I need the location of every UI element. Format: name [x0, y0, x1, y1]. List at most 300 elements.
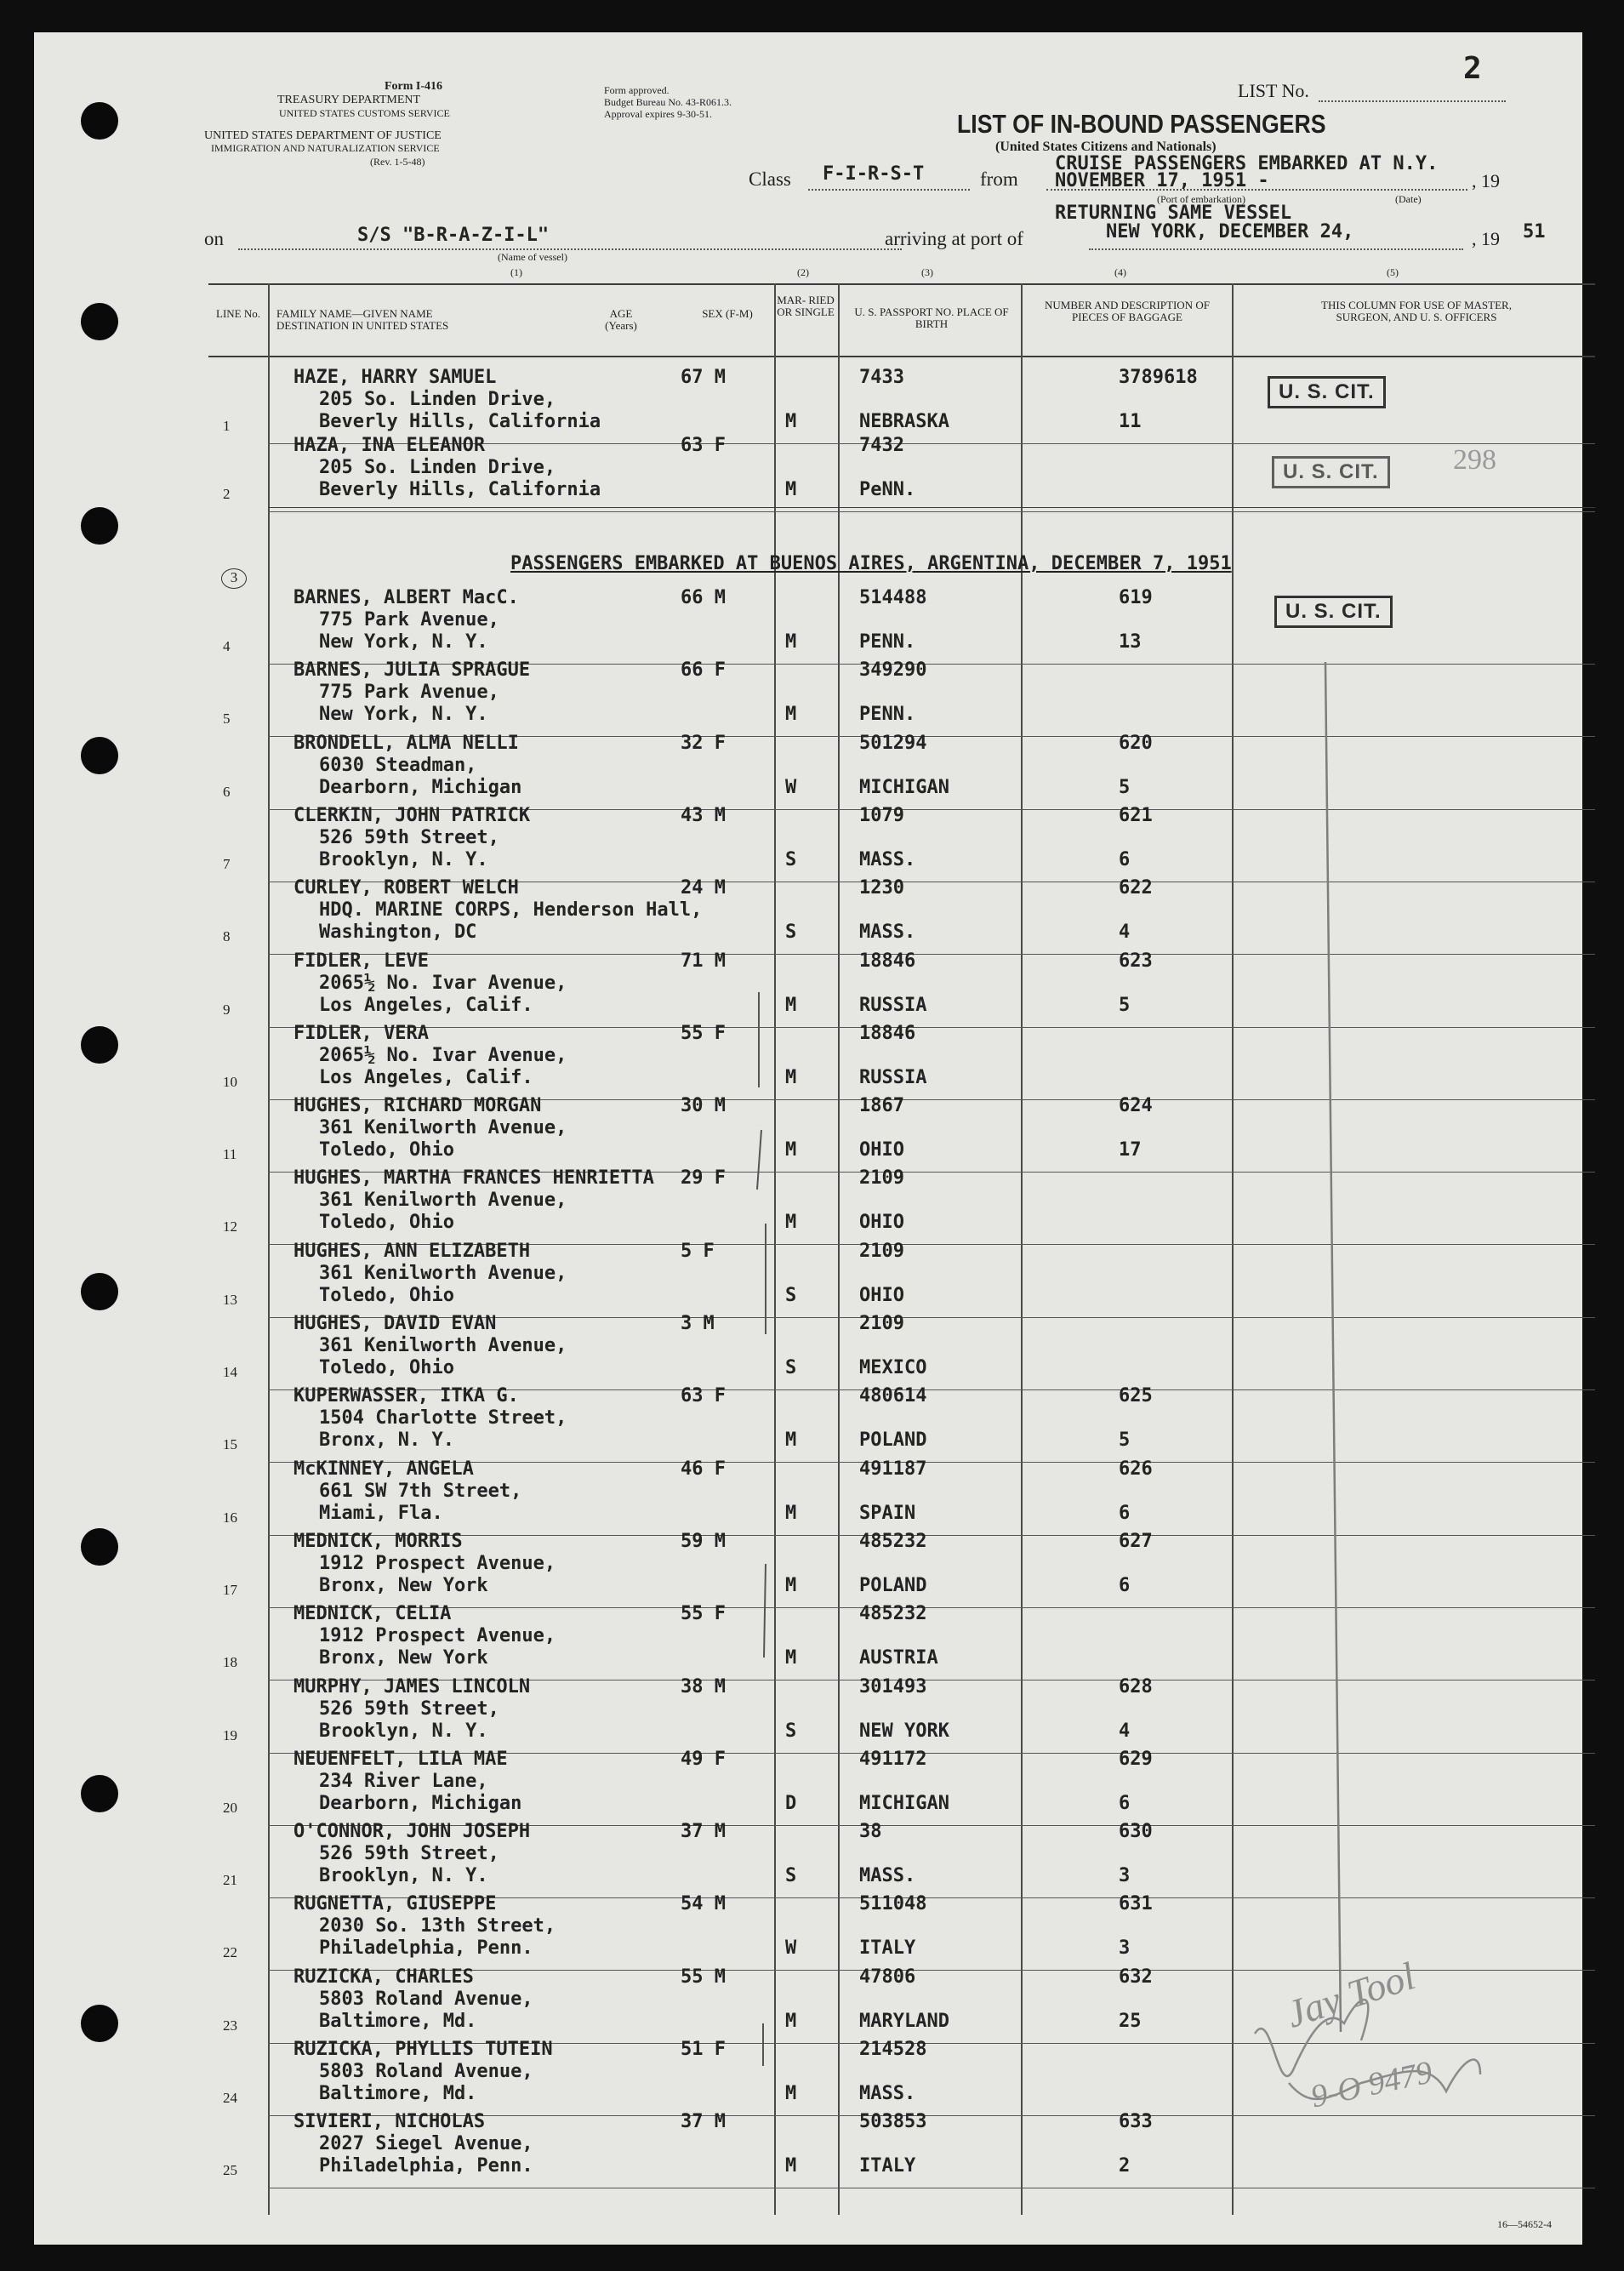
marital-status: M	[785, 1212, 797, 1234]
age-sex: 59 M	[681, 1530, 726, 1552]
address-line-1: 1912 Prospect Avenue,	[319, 1552, 556, 1574]
age-sex: 71 M	[681, 950, 726, 972]
baggage-pieces: 2	[1119, 2155, 1131, 2177]
us-citizen-stamp: U. S. CIT.	[1274, 596, 1393, 628]
address-line-2: Los Angeles, Calif.	[319, 1066, 533, 1088]
address-line-1: 2065½ No. Ivar Avenue,	[319, 1044, 567, 1066]
line-number: 11	[223, 1146, 237, 1163]
baggage-number: 631	[1119, 1893, 1153, 1915]
column-number: (2)	[797, 266, 809, 278]
header-line-no: LINE No.	[216, 307, 260, 320]
address-line-2: Dearborn, Michigan	[319, 1792, 522, 1814]
place-of-birth: MASS.	[859, 2083, 916, 2104]
line-number: 4	[223, 638, 231, 654]
address-line-1: 775 Park Avenue,	[319, 682, 499, 704]
place-of-birth: RUSSIA	[859, 1066, 927, 1088]
passenger-name: HUGHES, MARTHA FRANCES HENRIETTA	[293, 1167, 654, 1190]
line-number: 10	[223, 1073, 237, 1090]
passport-number: 1867	[859, 1095, 904, 1117]
line-number: 22	[223, 1944, 237, 1961]
class-label: Class	[749, 168, 791, 190]
address-line-2: Beverly Hills, California	[319, 479, 601, 500]
age-sex: 37 M	[681, 1821, 726, 1843]
place-of-birth: AUSTRIA	[859, 1647, 938, 1669]
age-sex: 30 M	[681, 1095, 726, 1117]
passenger-name: MEDNICK, MORRIS	[293, 1530, 463, 1552]
passenger-name: FIDLER, VERA	[293, 1022, 429, 1044]
us-citizen-stamp: U. S. CIT.	[1272, 456, 1390, 488]
address-line-1: 205 So. Linden Drive,	[319, 389, 556, 410]
passenger-row	[34, 1603, 1582, 1675]
line-number: 23	[223, 2017, 237, 2034]
age-sex: 66 F	[681, 659, 726, 682]
passenger-row	[34, 1749, 1582, 1821]
passenger-row	[34, 1531, 1582, 1603]
passport-number: 514488	[859, 587, 927, 608]
age-sex: 54 M	[681, 1893, 726, 1915]
marital-status: M	[785, 2083, 797, 2104]
from-value-line1: CRUISE PASSENGERS EMBARKED AT N.Y.	[1055, 153, 1439, 174]
column-number: (5)	[1387, 266, 1399, 278]
marital-status: M	[785, 631, 797, 653]
vessel-name: S/S "B-R-A-Z-I-L"	[357, 225, 550, 246]
baggage-pieces: 5	[1119, 776, 1131, 798]
justice-dept: UNITED STATES DEPARTMENT OF JUSTICE	[204, 129, 442, 142]
address-line-1: 6030 Steadman,	[319, 754, 477, 776]
passenger-row	[34, 1241, 1582, 1313]
place-of-birth: ITALY	[859, 2155, 916, 2177]
age-sex: 55 M	[681, 1966, 726, 1988]
line-number: 8	[223, 928, 231, 945]
age-sex: 49 F	[681, 1748, 726, 1770]
header-age: AGE (Years)	[605, 307, 637, 332]
passenger-row	[34, 1676, 1582, 1749]
marital-status: M	[785, 994, 797, 1016]
place-of-birth: PENN.	[859, 704, 916, 726]
baggage-number: 632	[1119, 1966, 1153, 1988]
passport-number: 7432	[859, 435, 904, 456]
column-number: (3)	[921, 266, 933, 278]
arriving-label: arriving at port of	[885, 228, 1023, 249]
passenger-name: RUZICKA, PHYLLIS TUTEIN	[293, 2039, 553, 2060]
place-of-birth: MASS.	[859, 1865, 916, 1887]
passenger-name: MEDNICK, CELIA	[293, 1603, 452, 1625]
baggage-number: 619	[1119, 587, 1153, 608]
line-number: 6	[223, 783, 231, 800]
line-number: 12	[223, 1218, 237, 1235]
footer-code: 16—54652-4	[1497, 2218, 1552, 2230]
baggage-number: 621	[1119, 804, 1153, 826]
address-line-1: 5803 Roland Avenue,	[319, 2061, 533, 2082]
header-destination: DESTINATION IN UNITED STATES	[276, 319, 449, 332]
row-rule	[268, 507, 1595, 508]
baggage-pieces: 3	[1119, 1937, 1131, 1960]
address-line-2: Washington, DC	[319, 922, 477, 944]
place-of-birth: MEXICO	[859, 1357, 927, 1378]
baggage-pieces: 6	[1119, 1502, 1131, 1524]
column-number: (1)	[510, 266, 522, 278]
section-heading: PASSENGERS EMBARKED AT BUENOS AIRES, ARGENTINA, DECEMBER 7, 1951	[510, 553, 1232, 574]
address-line-2: Miami, Fla.	[319, 1502, 443, 1524]
address-line-1: 361 Kenilworth Avenue,	[319, 1117, 567, 1139]
address-line-1: 361 Kenilworth Avenue,	[319, 1190, 567, 1212]
table-top-rule	[208, 283, 1595, 285]
marital-status: M	[785, 1647, 797, 1669]
address-line-2: Bronx, New York	[319, 1647, 488, 1669]
baggage-pieces: 6	[1119, 1574, 1131, 1596]
age-sex: 3 M	[681, 1313, 715, 1334]
age-sex: 29 F	[681, 1167, 726, 1190]
passport-number: 480614	[859, 1385, 927, 1407]
place-of-birth: NEBRASKA	[859, 411, 949, 432]
passport-number: 349290	[859, 659, 927, 682]
list-no-line	[1319, 100, 1506, 102]
address-line-1: 2065½ No. Ivar Avenue,	[319, 972, 567, 994]
place-of-birth: POLAND	[859, 1574, 927, 1596]
marital-status: M	[785, 1066, 797, 1088]
place-of-birth: MASS.	[859, 922, 916, 944]
place-of-birth: OHIO	[859, 1284, 904, 1306]
address-line-2: Toledo, Ohio	[319, 1212, 454, 1234]
list-number: 2	[1463, 51, 1482, 86]
address-line-2: Beverly Hills, California	[319, 411, 601, 432]
age-sex: 67 M	[681, 367, 726, 388]
age-sex: 5 F	[681, 1240, 715, 1262]
marital-status: S	[785, 1357, 797, 1378]
passenger-name: BARNES, JULIA SPRAGUE	[293, 659, 531, 682]
marital-status: M	[785, 479, 797, 500]
line-number: 21	[223, 1872, 237, 1889]
header-sex: SEX (F-M)	[702, 307, 753, 320]
marital-status: D	[785, 1792, 797, 1814]
passenger-name: CLERKIN, JOHN PATRICK	[293, 804, 531, 826]
on-label: on	[204, 228, 224, 249]
passenger-name: KUPERWASSER, ITKA G.	[293, 1385, 519, 1407]
place-of-birth: PeNN.	[859, 479, 916, 500]
passenger-row	[34, 877, 1582, 950]
baggage-number: 623	[1119, 950, 1153, 972]
passenger-row	[34, 2111, 1582, 2183]
passport-number: 491172	[859, 1748, 927, 1770]
passenger-name: HAZE, HARRY SAMUEL	[293, 367, 497, 388]
baggage-pieces: 13	[1119, 631, 1142, 653]
line-number: 18	[223, 1654, 237, 1671]
marital-status: M	[785, 2010, 797, 2032]
baggage-number: 625	[1119, 1385, 1153, 1407]
marital-status: M	[785, 411, 797, 432]
baggage-pieces: 5	[1119, 994, 1131, 1016]
budget-bureau: Budget Bureau No. 43-R061.3.	[604, 96, 732, 108]
column-number: (4)	[1114, 266, 1126, 278]
baggage-number: 622	[1119, 877, 1153, 899]
passenger-name: BARNES, ALBERT MacC.	[293, 587, 519, 608]
marital-status: S	[785, 848, 797, 870]
passenger-row	[34, 1458, 1582, 1531]
place-of-birth: MICHIGAN	[859, 776, 949, 798]
address-line-1: 2030 So. 13th Street,	[319, 1915, 556, 1937]
treasury-dept: TREASURY DEPARTMENT	[277, 94, 421, 106]
age-sex: 66 M	[681, 587, 726, 608]
line-number: 16	[223, 1509, 237, 1526]
arriving-line	[1089, 248, 1463, 250]
address-line-2: Philadelphia, Penn.	[319, 1937, 533, 1960]
passport-number: 485232	[859, 1530, 927, 1552]
address-line-2: Brooklyn, N. Y.	[319, 1865, 488, 1887]
baggage-pieces: 6	[1119, 1792, 1131, 1814]
age-sex: 55 F	[681, 1022, 726, 1044]
address-line-2: Toledo, Ohio	[319, 1357, 454, 1378]
passenger-name: McKINNEY, ANGELA	[293, 1458, 474, 1480]
age-sex: 32 F	[681, 732, 726, 754]
passport-number: 18846	[859, 1022, 916, 1044]
table-header-rule	[208, 356, 1595, 357]
address-line-2: Bronx, New York	[319, 1574, 488, 1596]
line-number: 2	[223, 486, 231, 502]
marital-status: S	[785, 1720, 797, 1742]
place-of-birth: RUSSIA	[859, 994, 927, 1016]
port-embarkation-label: (Port of embarkation)	[1157, 193, 1245, 205]
address-line-2: Brooklyn, N. Y.	[319, 1720, 488, 1742]
place-of-birth: PENN.	[859, 631, 916, 653]
baggage-pieces: 3	[1119, 1865, 1131, 1887]
address-line-1: 234 River Lane,	[319, 1770, 488, 1792]
baggage-pieces: 25	[1119, 2010, 1142, 2032]
address-line-1: 526 59th Street,	[319, 826, 499, 848]
passenger-row	[34, 950, 1582, 1023]
marital-status: M	[785, 1139, 797, 1161]
address-line-2: Baltimore, Md.	[319, 2010, 477, 2032]
baggage-pieces: 5	[1119, 1429, 1131, 1452]
marital-status: S	[785, 1865, 797, 1887]
marital-status: S	[785, 922, 797, 944]
passenger-row	[34, 805, 1582, 877]
address-line-2: Bronx, N. Y.	[319, 1429, 454, 1452]
address-line-1: 661 SW 7th Street,	[319, 1480, 522, 1502]
address-line-2: Los Angeles, Calif.	[319, 994, 533, 1016]
line-number: 14	[223, 1364, 237, 1380]
passenger-name: SIVIERI, NICHOLAS	[293, 2111, 486, 2133]
passport-number: 47806	[859, 1966, 916, 1988]
passenger-name: RUZICKA, CHARLES	[293, 1966, 474, 1988]
punch-hole	[81, 507, 118, 545]
line-number: 7	[223, 855, 231, 872]
passport-number: 503853	[859, 2111, 927, 2133]
passenger-name: HUGHES, RICHARD MORGAN	[293, 1095, 542, 1117]
line-number: 1	[223, 418, 231, 434]
address-line-2: Brooklyn, N. Y.	[319, 848, 488, 870]
passport-number: 511048	[859, 1893, 927, 1915]
marital-status: M	[785, 1574, 797, 1596]
line-number: 20	[223, 1799, 237, 1816]
date-label: (Date)	[1395, 193, 1422, 205]
header-passport: U. S. PASSPORT NO. PLACE OF BIRTH	[854, 305, 1009, 330]
place-of-birth: OHIO	[859, 1212, 904, 1234]
baggage-number: 620	[1119, 732, 1153, 754]
passport-number: 38	[859, 1821, 882, 1843]
form-approved: Form approved.	[604, 84, 670, 96]
address-line-1: 526 59th Street,	[319, 1698, 499, 1720]
age-sex: 63 F	[681, 435, 726, 456]
address-line-1: 361 Kenilworth Avenue,	[319, 1335, 567, 1356]
passport-number: 301493	[859, 1675, 927, 1698]
address-line-1: 205 So. Linden Drive,	[319, 457, 556, 478]
passenger-row	[34, 1385, 1582, 1458]
marital-status: W	[785, 776, 797, 798]
passenger-name: RUGNETTA, GIUSEPPE	[293, 1893, 497, 1915]
line-number: 19	[223, 1726, 237, 1743]
immigration-service: IMMIGRATION AND NATURALIZATION SERVICE	[211, 142, 440, 154]
place-of-birth: SPAIN	[859, 1502, 916, 1524]
age-sex: 55 F	[681, 1603, 726, 1625]
passenger-name: BRONDELL, ALMA NELLI	[293, 732, 519, 754]
passport-number: 2109	[859, 1167, 904, 1190]
place-of-birth: MASS.	[859, 848, 916, 870]
marital-status: M	[785, 2155, 797, 2177]
passenger-name: O'CONNOR, JOHN JOSEPH	[293, 1821, 531, 1843]
officer-signature-note: 9-O 9479	[1308, 2054, 1436, 2115]
line-number: 24	[223, 2090, 237, 2106]
passenger-name: NEUENFELT, LILA MAE	[293, 1748, 508, 1770]
arriving-port: NEW YORK, DECEMBER 24,	[1106, 221, 1354, 243]
address-line-2: New York, N. Y.	[319, 704, 488, 726]
from-year-prefix: , 19	[1472, 170, 1500, 191]
address-line-2: Toledo, Ohio	[319, 1139, 454, 1161]
us-citizen-stamp: U. S. CIT.	[1268, 376, 1386, 408]
line-number: 17	[223, 1581, 237, 1598]
passport-number: 7433	[859, 367, 904, 388]
passport-number: 2109	[859, 1240, 904, 1262]
passport-number: 18846	[859, 950, 916, 972]
address-line-1: 526 59th Street,	[319, 1843, 499, 1865]
line-number: 5	[223, 710, 231, 728]
address-line-1: 1504 Charlotte Street,	[319, 1407, 567, 1429]
passenger-name: MURPHY, JAMES LINCOLN	[293, 1675, 531, 1698]
place-of-birth: MICHIGAN	[859, 1792, 949, 1814]
arriving-year-prefix: , 19	[1472, 228, 1500, 249]
address-line-2: Philadelphia, Penn.	[319, 2155, 533, 2177]
passenger-row	[34, 659, 1582, 732]
marital-status: W	[785, 1937, 797, 1960]
address-line-1: 361 Kenilworth Avenue,	[319, 1262, 567, 1284]
side-number: 298	[1453, 444, 1496, 476]
baggage-number: 628	[1119, 1675, 1153, 1698]
list-no-label: LIST No.	[1238, 80, 1309, 101]
passenger-name: HAZA, INA ELEANOR	[293, 435, 486, 456]
page-subtitle: (United States Citizens and Nationals)	[995, 140, 1217, 154]
line-number: 13	[223, 1291, 237, 1308]
passport-number: 1079	[859, 804, 904, 826]
age-sex: 63 F	[681, 1385, 726, 1407]
address-line-1: 775 Park Avenue,	[319, 609, 499, 631]
address-line-2: Toledo, Ohio	[319, 1284, 454, 1306]
manifest-page	[34, 32, 1582, 2245]
class-line	[808, 189, 970, 191]
returning-note: RETURNING SAME VESSEL	[1055, 203, 1292, 224]
marital-status: M	[785, 704, 797, 726]
header-name: FAMILY NAME—GIVEN NAME	[276, 307, 433, 320]
passenger-name: HUGHES, ANN ELIZABETH	[293, 1240, 531, 1262]
officer-signature: Jay Tool	[1280, 1954, 1421, 2036]
section-line-number: 3	[221, 568, 247, 589]
passport-number: 491187	[859, 1458, 927, 1480]
marital-status: S	[785, 1284, 797, 1306]
place-of-birth: POLAND	[859, 1429, 927, 1452]
marital-status: M	[785, 1429, 797, 1452]
baggage-number: 629	[1119, 1748, 1153, 1770]
age-sex: 38 M	[681, 1675, 726, 1698]
page-title: LIST OF IN-BOUND PASSENGERS	[957, 109, 1326, 139]
passport-number: 2109	[859, 1313, 904, 1334]
baggage-number: 630	[1119, 1821, 1153, 1843]
form-revision: (Rev. 1-5-48)	[370, 156, 425, 168]
passenger-name: FIDLER, LEVE	[293, 950, 429, 972]
header-married: MAR- RIED OR SINGLE	[777, 294, 835, 318]
line-number: 15	[223, 1436, 237, 1453]
passenger-name: HUGHES, DAVID EVAN	[293, 1313, 497, 1334]
baggage-pieces: 4	[1119, 1720, 1131, 1742]
age-sex: 46 F	[681, 1458, 726, 1480]
passenger-name: CURLEY, ROBERT WELCH	[293, 877, 519, 899]
age-sex: 51 F	[681, 2039, 726, 2060]
vessel-line	[238, 248, 902, 250]
row-rule	[268, 511, 1595, 512]
from-label: from	[980, 168, 1018, 190]
from-line	[1046, 189, 1467, 191]
customs-service: UNITED STATES CUSTOMS SERVICE	[279, 107, 450, 119]
line-number: 9	[223, 1001, 231, 1018]
baggage-number: 3789618	[1119, 367, 1198, 388]
line-number: 25	[223, 2162, 237, 2179]
passenger-row	[34, 1023, 1582, 1095]
baggage-number: 626	[1119, 1458, 1153, 1480]
passenger-row	[34, 1821, 1582, 1893]
arriving-year: 51	[1523, 221, 1546, 243]
baggage-number: 633	[1119, 2111, 1153, 2133]
place-of-birth: MARYLAND	[859, 2010, 949, 2032]
address-line-2: New York, N. Y.	[319, 631, 488, 653]
punch-hole	[81, 303, 118, 340]
baggage-pieces: 17	[1119, 1139, 1142, 1161]
baggage-pieces: 11	[1119, 411, 1142, 432]
vessel-label: (Name of vessel)	[498, 251, 567, 263]
address-line-1: 5803 Roland Avenue,	[319, 1988, 533, 2010]
passenger-row	[34, 1313, 1582, 1385]
baggage-pieces: 4	[1119, 922, 1131, 944]
header-officers: THIS COLUMN FOR USE OF MASTER, SURGEON, AND U. S. OFFICERS	[1321, 299, 1512, 323]
address-line-1: 2027 Siegel Avenue,	[319, 2133, 533, 2155]
class-value: F-I-R-S-T	[823, 163, 925, 185]
marital-status: M	[785, 1502, 797, 1524]
from-value-line2: NOVEMBER 17, 1951 -	[1055, 170, 1269, 191]
age-sex: 37 M	[681, 2111, 726, 2133]
address-line-2: Dearborn, Michigan	[319, 776, 522, 798]
baggage-pieces: 6	[1119, 848, 1131, 870]
passenger-row	[34, 733, 1582, 805]
address-line-1: 1912 Prospect Avenue,	[319, 1625, 556, 1647]
header-baggage: NUMBER AND DESCRIPTION OF PIECES OF BAGGAGE	[1045, 299, 1210, 323]
punch-hole	[81, 102, 118, 140]
passport-number: 485232	[859, 1603, 927, 1625]
passport-number: 1230	[859, 877, 904, 899]
address-line-1: HDQ. MARINE CORPS, Henderson Hall,	[319, 899, 703, 922]
passenger-row	[34, 1167, 1582, 1240]
passenger-row	[34, 1095, 1582, 1167]
baggage-number: 624	[1119, 1095, 1153, 1117]
baggage-number: 627	[1119, 1530, 1153, 1552]
place-of-birth: OHIO	[859, 1139, 904, 1161]
age-sex: 43 M	[681, 804, 726, 826]
place-of-birth: NEW YORK	[859, 1720, 949, 1742]
